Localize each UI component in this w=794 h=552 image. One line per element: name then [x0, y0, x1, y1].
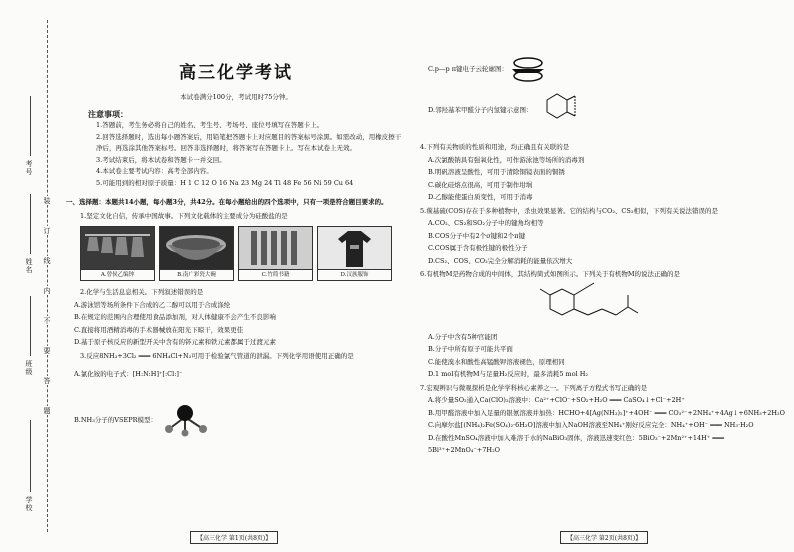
q5-option-a: A.CO₂、CS₂和SO₂分子中的键角均相等	[428, 219, 544, 227]
binding-word: 订	[43, 227, 51, 234]
binding-word: 答	[43, 377, 51, 384]
question-7: 7.宏观辨识与微观探析是化学学科核心素养之一。下列离子方程式书写正确的是	[420, 383, 648, 392]
q6-option-a: A.分子中含有5种官能团	[428, 332, 498, 341]
right-column	[420, 0, 788, 457]
bells-image	[81, 227, 154, 269]
q1-option-b-image	[159, 226, 234, 281]
exam-subtitle: 本试卷满分100分，考试用时75分钟。	[180, 93, 292, 101]
q3-option-d	[420, 92, 788, 128]
binding-word: 不	[43, 317, 51, 324]
binding-word: 装	[43, 197, 51, 204]
binding-word: 内	[43, 287, 51, 294]
porcelain-bowl-image	[160, 227, 233, 269]
label-school: 学校	[25, 496, 33, 512]
q4-option-d: D.乙醇能使蛋白质变性，可用于消毒	[428, 193, 533, 201]
hydrogen-bond-figure	[535, 92, 579, 128]
notice-heading: 注意事项：	[88, 109, 128, 119]
q7-option-a: A.将少量SO₂通入Ca(ClO)₂溶液中：Ca²⁺+ClO⁻+SO₂+H₂O ═══ CaSO₄↓+Cl⁻+2H⁺	[428, 396, 685, 404]
q3-option-b	[66, 403, 406, 437]
underline-exam-number	[30, 96, 31, 156]
q4-option-b: B.明矾溶液呈酸性，可用于清除铜镜表面的铜锈	[428, 168, 565, 176]
binding-margin	[0, 0, 62, 552]
q5-option-d: D.CS₂、COS、CO₂完全分解消耗的能量依次增大	[428, 256, 573, 265]
label-class: 班级	[25, 360, 33, 376]
q1-option-d-image	[317, 226, 392, 281]
pi-bond-figure	[510, 56, 546, 82]
q1-option-c-caption: C.竹简书籍	[239, 269, 312, 280]
q1-option-c-image	[238, 226, 313, 281]
q7-option-d: D.在酸性MnSO₄溶液中加入难溶于水的NaBiO₃固体，溶液迅速变红色：5BiO₃⁻+2Mn²⁺+14H⁺ ═══ 5Bi³⁺+2MnO₄⁻+7H₂O	[428, 433, 725, 454]
q3-option-c-text: C.p—p π键电子云轮廓图：	[428, 65, 508, 73]
molecule-m-structure	[530, 281, 660, 331]
binding-word: 线	[43, 257, 51, 264]
q6-option-d: D.1 mol有机物M与足量H₂反应时，最多消耗5 mol H₂	[428, 370, 589, 378]
bamboo-slips-image	[239, 227, 312, 269]
question-4: 4.下列有关物质的性质和用途，均正确且有关联的是	[420, 143, 570, 151]
q3-option-a: A.氯化铵的电子式：[H:N:H]⁺[:Cl:]⁻	[74, 370, 183, 378]
question-1: 1.坚定文化自信，传承中国故事。下列文化载体的主要成分为硅酸盐的是	[80, 211, 288, 220]
q1-option-a-image	[80, 226, 155, 281]
question-2: 2.化学与生活息息相关。下列叙述错误的是	[80, 288, 204, 296]
underline-name	[30, 194, 31, 254]
notice-item: 1.答题前，考生务必将自己的姓名、考生号、考场号、座位号填写在答题卡上。	[96, 121, 324, 129]
notice-item: 3.考试结束后，将本试卷和答题卡一并交回。	[96, 155, 226, 164]
q3-option-b-text: B.NH₃分子的VSEPR模型：	[74, 415, 157, 424]
binding-word: 题	[43, 407, 51, 414]
q2-option-d: D.基于原子核反应的新型开关中含有的钚元素和铁元素都属于过渡元素	[74, 338, 277, 346]
q6-option-c: C.能使溴水和酸性高锰酸钾溶液褪色，原理相同	[428, 357, 565, 366]
underline-school	[30, 420, 31, 492]
q3-option-d-text: D.邻羟基苯甲醛分子内氢键示意图：	[428, 106, 533, 114]
q5-option-b: B.COS分子中有2个σ键和2个π键	[428, 231, 526, 240]
q7-option-c: C.向摩尔盐[(NH₄)₂Fe(SO₄)₂·6H₂O]溶液中加入NaOH溶液至NH₄⁺刚好反应完全：NH₄⁺+OH⁻ ═══ NH₃·H₂O	[428, 421, 754, 429]
notice-item: 2.回答选择题时，选出每小题答案后，用铅笔把答题卡上对应题目的答案标号涂黑。如需改动，用橡皮擦干净后，再选涂其他答案标号。回答非选择题时，将答案写在答题卡上。写在本试卷上无效。	[96, 132, 402, 152]
q7-option-b: B.用甲醛溶液中加入足量的银氨溶液并加热：HCHO+4[Ag(NH₃)₂]⁺+4OH⁻ ═══ CO₃²⁻+2NH₄⁺+4Ag↓+6NH₃+2H₂O	[428, 408, 785, 417]
notice-item: 4.本试卷主要考试内容：高考全部内容。	[96, 167, 213, 175]
q5-option-c: C.COS属于含有极性键的极性分子	[428, 244, 528, 252]
q2-option-b: B.在规定的范围内合理使用食品添加剂，对人体健康不会产生不良影响	[74, 313, 276, 321]
q1-option-b-caption: B.南广彩瓷大碗	[160, 269, 233, 280]
notice-item: 5.可能用到的相对原子质量：H 1 C 12 O 16 Na 23 Mg 24 Ti 48 Fe 56 Ni 59 Cu 64	[96, 178, 354, 187]
q1-image-row	[80, 226, 406, 281]
q1-option-a-caption: A.曾侯乙编钟	[81, 269, 154, 280]
label-exam-number: 考号	[25, 160, 33, 176]
left-page-footer: 【高三化学 第1页(共8页)】	[190, 531, 278, 544]
q2-option-c: C.直接将用酒精消毒的手术器械放在阳光下晾干，效果更佳	[74, 325, 244, 334]
q3-option-c	[420, 56, 788, 82]
left-column	[66, 0, 406, 437]
q6-structure-container	[420, 281, 788, 331]
section-heading: 一、选择题：本题共14小题，每小题3分，共42分。在每小题给出的四个选项中，只有一项是符合题目要求的。	[66, 198, 388, 206]
right-page-footer: 【高三化学 第2页(共8页)】	[560, 531, 648, 544]
vsepr-model-figure	[159, 403, 219, 437]
question-5: 5.羰基硫(COS)存在于多种植物中，杀虫效果显著。它的结构与CO₂、CS₂相似，下列有关说法错误的是	[420, 206, 718, 215]
costume-image	[318, 227, 391, 269]
q4-option-a: A.次氯酸钠具有强氧化性，可作游泳池等场所的消毒剂	[428, 155, 585, 164]
question-6: 6.有机物M是药物合成的中间体，其结构简式如图所示。下列关于有机物M的说法正确的是	[420, 270, 681, 278]
q4-option-c: C.碳化硅熔点很高，可用于制作坩埚	[428, 180, 533, 189]
q6-option-b: B.分子中所有原子可能共平面	[428, 345, 513, 353]
underline-class	[30, 296, 31, 356]
q2-option-a: A.游泳馆等场所条件下合成的乙二醇可以用于合成涤纶	[74, 300, 231, 309]
binding-word: 要	[43, 347, 51, 354]
label-name: 姓名	[25, 258, 33, 274]
binding-dashed-line	[47, 20, 48, 532]
question-3: 3.反应8NH₃+3Cl₂ ═══ 6NH₄Cl+N₂可用于检验氯气管道的泄漏。下列化学用语使用正确的是	[80, 351, 354, 360]
q1-option-d-caption: D.汉族服饰	[318, 269, 391, 280]
exam-title: 高三化学考试	[179, 63, 293, 83]
